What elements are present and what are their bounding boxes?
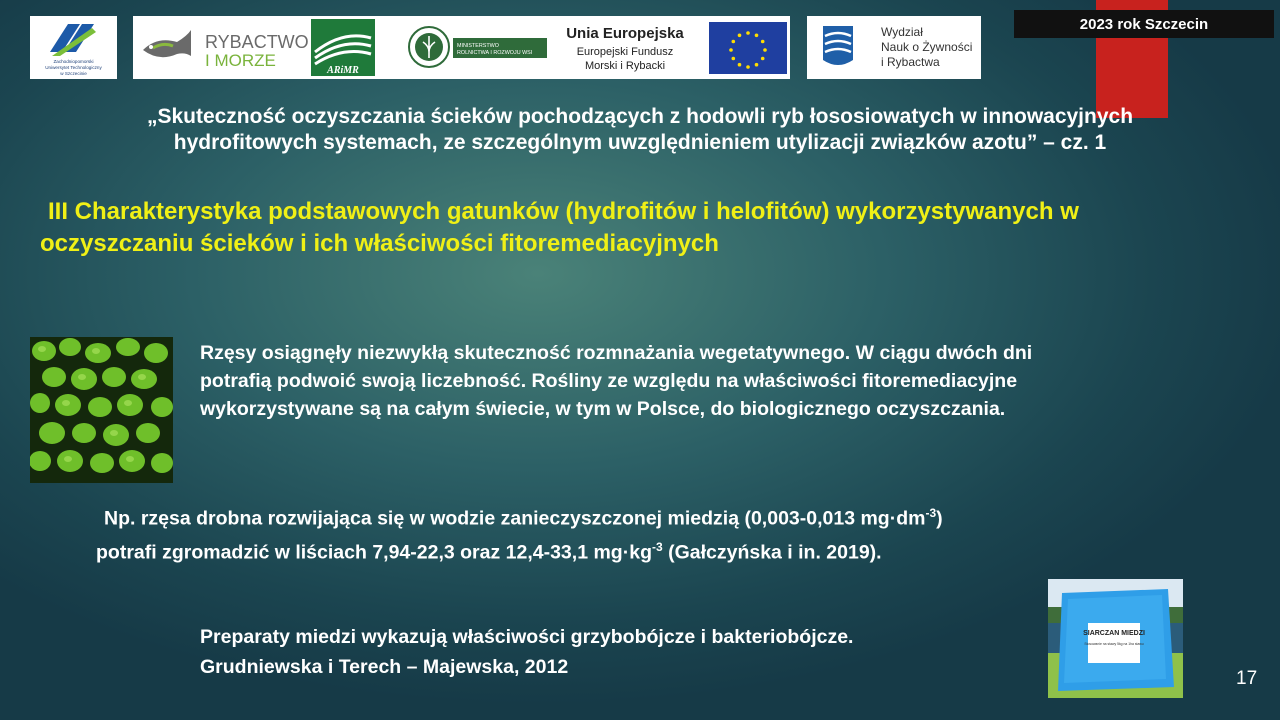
copper-line2-dot: · — [622, 541, 630, 563]
duckweed-photo — [30, 337, 173, 483]
bag-label-title: SIARCZAN MIEDZI — [1083, 630, 1145, 637]
zut-line3: w Szczecinie — [60, 71, 87, 76]
copper-line1-unit: dm — [896, 507, 926, 530]
eu-title: Unia Europejska — [566, 25, 684, 42]
ministerstwo-line2: ROLNICTWA I ROZWOJU WSI — [457, 50, 533, 56]
paragraph-preparations-line1: Preparaty miedzi wykazują właściwości grzybobójcze i bakteriobójcze. — [200, 626, 854, 648]
copper-sulfate-photo — [1048, 579, 1183, 698]
slide-title-line1: „Skuteczność oczyszczania ścieków pochodzących z hodowli ryb łososiowatych w innowacyjnych — [146, 105, 1134, 128]
eu-line2: Europejski Fundusz — [576, 46, 674, 58]
funding-logos-graphic — [133, 16, 790, 79]
wydzial-line2: Nauk o Żywności — [881, 40, 973, 54]
copper-line1-sup: -3 — [925, 506, 937, 520]
page-number: 17 — [1236, 668, 1258, 689]
section-heading — [40, 196, 1240, 260]
wydzial-wave-icon — [823, 26, 853, 65]
paragraph-duckweed-line2: potrafią podwoić swoją liczebność. Rośliny ze względu na właściwości fitoremediacyjne — [200, 370, 1018, 392]
zut-logo — [30, 16, 117, 79]
rybactwo-line2: I MORZE — [205, 51, 276, 70]
ministerstwo-line1: MINISTERSTWO — [457, 43, 499, 49]
eu-flag-icon — [709, 22, 787, 74]
paragraph-copper-preparations — [200, 622, 1060, 682]
paragraph-copper-line2 — [96, 533, 1216, 567]
wydzial-line1: Wydział — [881, 25, 923, 39]
zut-line1: Zachodniopomorski — [53, 59, 94, 64]
rybactwo-fish-icon — [143, 30, 191, 57]
copper-line1-text: Np. rzęsa drobna rozwijająca się w wodzie zanieczyszczonej miedzią (0,003-0,013 mg — [104, 507, 890, 530]
bag-label-small: Stosowanie na stawy 5kg na 1ha stawu — [1084, 642, 1144, 646]
paragraph-preparations-line2: Grudniewska i Terech – Majewska, 2012 — [200, 656, 569, 678]
copper-line2-text: potrafi zgromadzić w liściach 7,94-22,3 oraz 12,4-33,1 mg — [96, 541, 623, 563]
funding-logos-strip — [133, 16, 790, 79]
slide-title — [40, 104, 1240, 156]
zut-emblem-icon — [30, 16, 117, 79]
arimr-label: ARiMR — [327, 65, 359, 76]
copper-line1-dot: · — [889, 507, 897, 530]
duckweed-image — [30, 337, 173, 483]
rybactwo-line1: RYBACTWO — [205, 32, 309, 52]
zut-line2: Uniwersytet Technologiczny — [45, 65, 102, 70]
paragraph-duckweed-line1: Rzęsy osiągnęły niezwykłą skuteczność rozmnażania wegetatywnego. W ciągu dwóch dni — [200, 342, 1033, 364]
year-tag: 2023 rok Szczecin — [1014, 10, 1274, 38]
section-heading-line2: oczyszczaniu ścieków i ich właściwości fitoremediacyjnych — [40, 230, 719, 257]
wydzial-logo — [807, 16, 981, 79]
paragraph-copper-accumulation — [96, 499, 1216, 566]
copper-line2-sup: -3 — [651, 539, 663, 554]
ministerstwo-emblem-icon — [409, 27, 449, 67]
wydzial-line3: i Rybactwa — [881, 55, 940, 69]
copper-line1-end: ) — [936, 507, 943, 530]
eu-line3: Morski i Rybacki — [584, 60, 666, 72]
slide-title-line2: hydrofitowych systemach, ze szczególnym uwzględnieniem utylizacji związków azotu” – cz. 1 — [173, 131, 1107, 154]
copper-line2-end: (Gałczyńska i in. 2019). — [662, 541, 882, 563]
paragraph-duckweed-line3: wykorzystywane są na całym świecie, w tym w Polsce, do biologicznego oczyszczania. — [200, 398, 1006, 420]
paragraph-copper-line1 — [96, 499, 1216, 533]
section-heading-line1: III Charakterystyka podstawowych gatunków (hydrofitów i helofitów) wykorzystywanych w — [48, 198, 1079, 225]
copper-sulfate-image — [1048, 579, 1183, 698]
wydzial-emblem-graphic — [807, 16, 981, 79]
copper-line2-unit: kg — [629, 541, 652, 563]
paragraph-duckweed — [200, 339, 1250, 423]
